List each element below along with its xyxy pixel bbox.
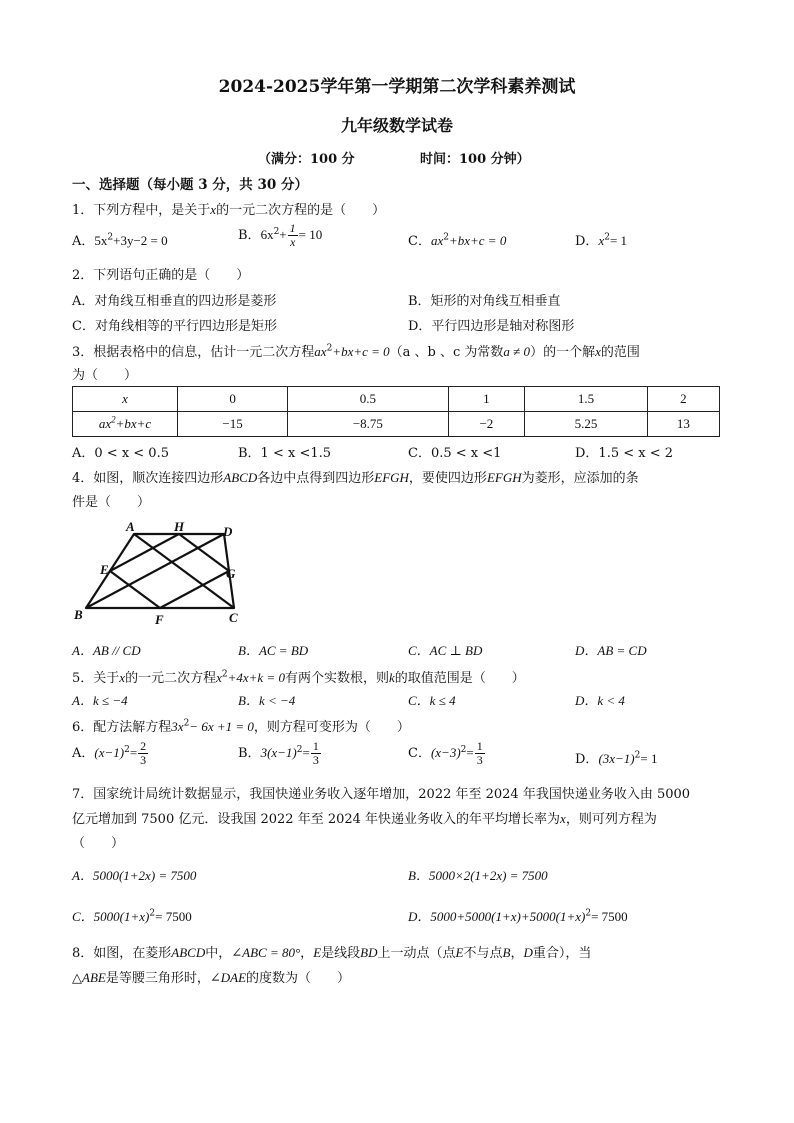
q5-option-a[interactable]: A．k ≤ −4 [72, 693, 128, 708]
q6-option-c[interactable]: C．$(x-3)^2=$ $\frac{1}{3}$ [408, 739, 483, 768]
label-A: A [126, 519, 135, 534]
q4-option-a[interactable]: A．AB // CD [72, 643, 141, 658]
table-row-y [73, 412, 720, 437]
q3-option-d[interactable]: D．1.5 < x < 2 [575, 446, 674, 461]
question-4-stem-cont: 件是（ ） [72, 495, 151, 510]
fraction: $\frac{1}{3}$ [312, 739, 319, 768]
q7-option-c[interactable]: C．$5000(1+x)^2= 7500$ [72, 908, 192, 924]
table-cell: 2 [647, 387, 719, 412]
table-cell: 1 [448, 387, 525, 412]
q1-option-d[interactable]: D．$x^2= 1$ [575, 232, 628, 249]
q2-option-c[interactable]: C．对角线相等的平行四边形是矩形 [72, 319, 277, 334]
fraction: $\frac{1}{x}$ [289, 221, 296, 250]
table-cell: 1.5 [525, 387, 648, 412]
table-cell: 0 [178, 387, 288, 412]
question-6-stem: 6．配方法解方程$3x^2- 6x +1 = 0$，则方程可变形为（ ） [72, 718, 410, 735]
table-cell: 5.25 [525, 412, 648, 437]
quadrilateral-figure [68, 518, 258, 628]
q4-option-c[interactable]: C．AC ⊥ BD [408, 643, 483, 658]
q7-option-d[interactable]: D．$5000+5000(1+x)+5000(1+x)^2= 7500$ [408, 908, 628, 924]
question-7-line1: 7．国家统计局统计数据显示，我国快递业务收入逐年增加，2022 年至 2024 年我国快递业务收入由 5000 [72, 787, 691, 802]
question-3-stem: 3．根据表格中的信息，估计一元二次方程$ax^2+bx+c = 0(a$ 、b 、c 为常数a ≠ 0）的一个解x的范围 [72, 343, 640, 360]
question-5-stem: 5．关于x的一元二次方程$x^2+4x+k = 0$有两个实数根，则k的取值范围是（ ） [72, 669, 525, 686]
question-3-stem-cont: 为（ ） [72, 368, 138, 383]
table-row-x [73, 387, 720, 412]
q2-option-d[interactable]: D．平行四边形是轴对称图形 [408, 319, 575, 334]
question-1-stem: 1．下列方程中，是关于x的一元二次方程的是（ ） [72, 202, 386, 218]
table-cell: −2 [448, 412, 525, 437]
label-G: G [226, 566, 236, 581]
exam-title: 2024-2025学年第一学期第二次学科素养测试 [218, 77, 576, 97]
q2-option-b[interactable]: B．矩形的对角线互相垂直 [408, 294, 561, 309]
table-cell: 13 [647, 412, 719, 437]
q1-option-c[interactable]: C．$ax^2+bx+c = 0$ [408, 232, 507, 249]
q6-option-b[interactable]: B．$3(x-1)^2=$ $\frac{1}{3}$ [238, 739, 319, 768]
q3-option-a[interactable]: A．0 < x < 0.5 [72, 446, 169, 461]
q1-option-a[interactable]: A．$5x^2+3y-2 = 0$ [72, 232, 168, 249]
label-H: H [174, 519, 185, 534]
question-2-stem: 2．下列语句正确的是（ ） [72, 268, 250, 283]
label-B: B [74, 607, 83, 622]
label-D: D [223, 524, 233, 539]
q3-option-c[interactable]: C．0.5 < x <1 [408, 446, 502, 461]
table-cell: 0.5 [288, 387, 448, 412]
question-8-line1: 8．如图，在菱形ABCD中，∠ABC = 80°，E是线段BD上一动点（点E不与点B，D重合），当 [72, 945, 592, 961]
table-header-x: x [73, 387, 178, 412]
q2-option-a[interactable]: A．对角线互相垂直的四边形是菱形 [72, 294, 277, 309]
table-cell: −15 [178, 412, 288, 437]
q5-option-b[interactable]: B．k < −4 [238, 693, 296, 708]
q6-option-d[interactable]: D．$(3x-1)^2= 1$ [575, 750, 658, 767]
q6-option-a[interactable]: A．$(x-1)^2=$ $\frac{2}{3}$ [72, 739, 147, 768]
q4-option-d[interactable]: D．AB = CD [575, 643, 647, 658]
fraction: $\frac{2}{3}$ [140, 739, 147, 768]
label-C: C [229, 610, 238, 625]
question-4-stem: 4．如图，顺次连接四边形ABCD各边中点得到四边形EFGH，要使四边形EFGH为菱形，应添加的条 [72, 470, 639, 486]
q5-option-c[interactable]: C．k ≤ 4 [408, 693, 456, 708]
q4-option-b[interactable]: B．AC = BD [238, 643, 309, 658]
exam-subtitle: 九年级数学试卷 [340, 116, 453, 135]
question-7-line2: 亿元增加到 7500 亿元．设我国 2022 年至 2024 年快递业务收入的年平均增长率为x，则可列方程为 [72, 811, 657, 827]
table-cell: −8.75 [288, 412, 448, 437]
section-heading: 一、选择题（每小题 3 分，共 30 分） [72, 177, 308, 193]
q5-option-d[interactable]: D．k < 4 [575, 693, 625, 708]
exam-time: 时间：100 分钟） [420, 152, 530, 167]
q7-option-b[interactable]: B．5000×2(1+2x) = 7500 [408, 868, 548, 883]
q1-option-b[interactable]: B．$6x^2+$ $\frac{1}{x}$ = 10 [238, 221, 323, 250]
label-E: E [100, 562, 109, 577]
fraction: $\frac{1}{3}$ [476, 739, 483, 768]
values-table [72, 386, 720, 437]
diagonal-ac [134, 534, 234, 608]
question-8-line2: △ABE是等腰三角形时，∠DAE的度数为（ ） [72, 970, 351, 986]
q3-option-b[interactable]: B．1 < x <1.5 [238, 446, 332, 461]
full-score: （满分：100 分 [258, 152, 355, 167]
q7-option-a[interactable]: A．5000(1+2x) = 7500 [72, 868, 197, 883]
table-header-polynomial: $ax^2+bx+c$ [73, 412, 178, 437]
question-7-line3: （ ） [72, 836, 125, 851]
label-F: F [155, 612, 164, 627]
